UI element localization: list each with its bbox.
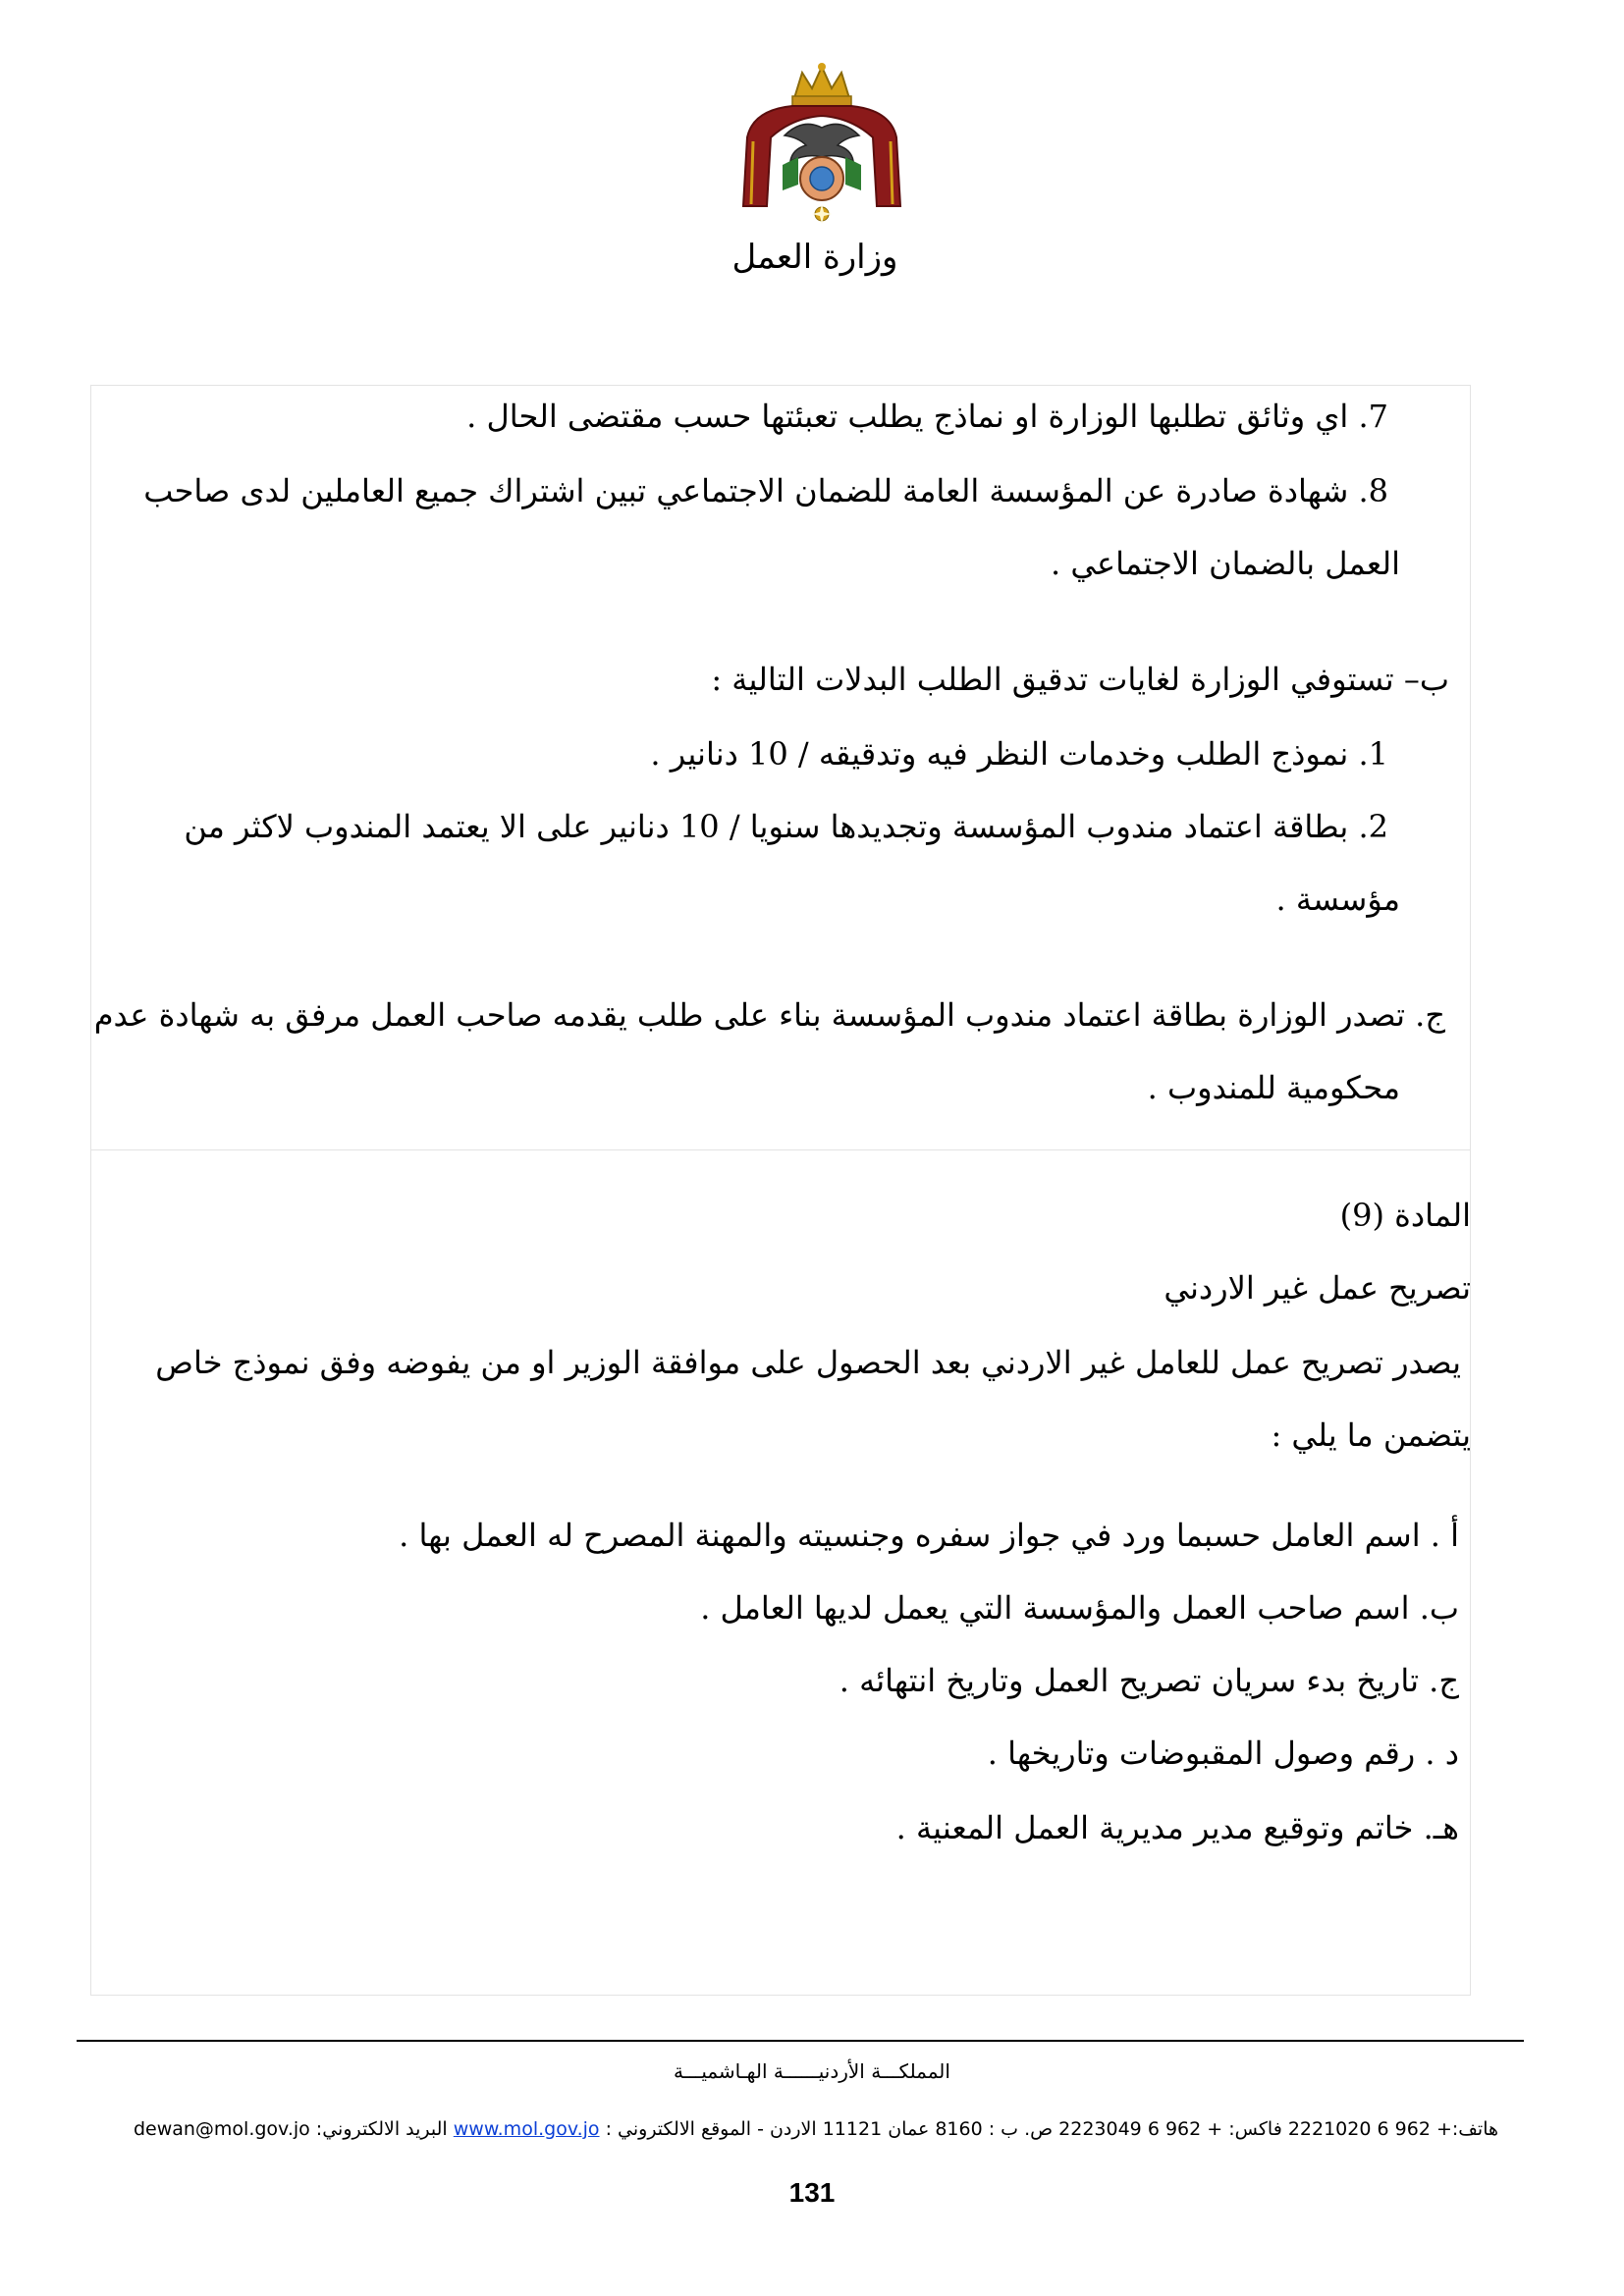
article-subtitle: تصريح عمل غير الاردني (1164, 1269, 1471, 1307)
clause-c-line1: ج. تصدر الوزارة بطاقة اعتماد مندوب المؤسسة بناء على طلب يقدمه صاحب العمل مرفق به شهادة عدم (93, 996, 1445, 1034)
clause-b-heading: ب– تستوفي الوزارة لغايات تدقيق الطلب البدلات التالية : (711, 661, 1449, 698)
requirement-item-7: 7. اي وثائق تطلبها الوزارة او نماذج يطلب تعبئتها حسب مقتضى الحال . (466, 398, 1388, 435)
ministry-name: وزارة العمل (731, 238, 898, 277)
clause-c-line2: محكومية للمندوب . (1147, 1069, 1400, 1106)
fee-item-1: 1. نموذج الطلب وخدمات النظر فيه وتدقيقه / 10 دنانير . (650, 735, 1388, 773)
requirement-item-8-line2: العمل بالضمان الاجتماعي . (1051, 545, 1400, 582)
fee-item-2-line2: مؤسسة . (1275, 881, 1400, 918)
permit-item: ب. اسم صاحب العمل والمؤسسة التي يعمل لديها العامل . (700, 1589, 1459, 1627)
footer-contact-info (102, 2118, 1530, 2140)
page-number: 131 (788, 2177, 836, 2208)
footer-divider (77, 2040, 1524, 2042)
website-link[interactable]: www.mol.gov.jo (453, 2118, 600, 2140)
article-intro-line2: يتضمن ما يلي : (1271, 1416, 1471, 1454)
article-intro-line1: يصدر تصريح عمل للعامل غير الاردني بعد الحصول على موافقة الوزير او من يفوضه وفق نموذج خاص (155, 1344, 1461, 1381)
article-title: المادة (9) (1339, 1197, 1471, 1234)
permit-item: د . رقم وصول المقبوضات وتاريخها . (987, 1735, 1459, 1772)
fee-item-2-line1: 2. بطاقة اعتماد مندوب المؤسسة وتجديدها سنويا / 10 دنانير على الا يعتمد المندوب لاكثر من (184, 808, 1388, 845)
footer-kingdom-name: المملكـــة الأردنيــــــة الهـاشميـــة (674, 2059, 950, 2083)
permit-item: أ . اسم العامل حسبما ورد في جواز سفره وجنسيته والمهنة المصرح له العمل بها . (399, 1517, 1459, 1554)
requirement-item-8-line1: 8. شهادة صادرة عن المؤسسة العامة للضمان الاجتماعي تبين اشتراك جميع العاملين لدى صاحب (143, 472, 1388, 509)
permit-item: هـ. خاتم وتوقيع مدير مديرية العمل المعنية . (895, 1809, 1459, 1846)
footer-contact-phone-fax-address: هاتف:+ 962 6 2221020 فاكس: + 962 6 2223049 ص. ب : 8160 عمان 11121 الاردن - الموقع الالكتروني : (605, 2118, 1499, 2140)
permit-item: ج. تاريخ بدء سريان تصريح العمل وتاريخ انتهائه . (839, 1662, 1459, 1699)
footer-contact-email: البريد الالكتروني: dewan@mol.gov.jo (133, 2118, 448, 2140)
jordan-coat-of-arms-icon (733, 59, 910, 236)
